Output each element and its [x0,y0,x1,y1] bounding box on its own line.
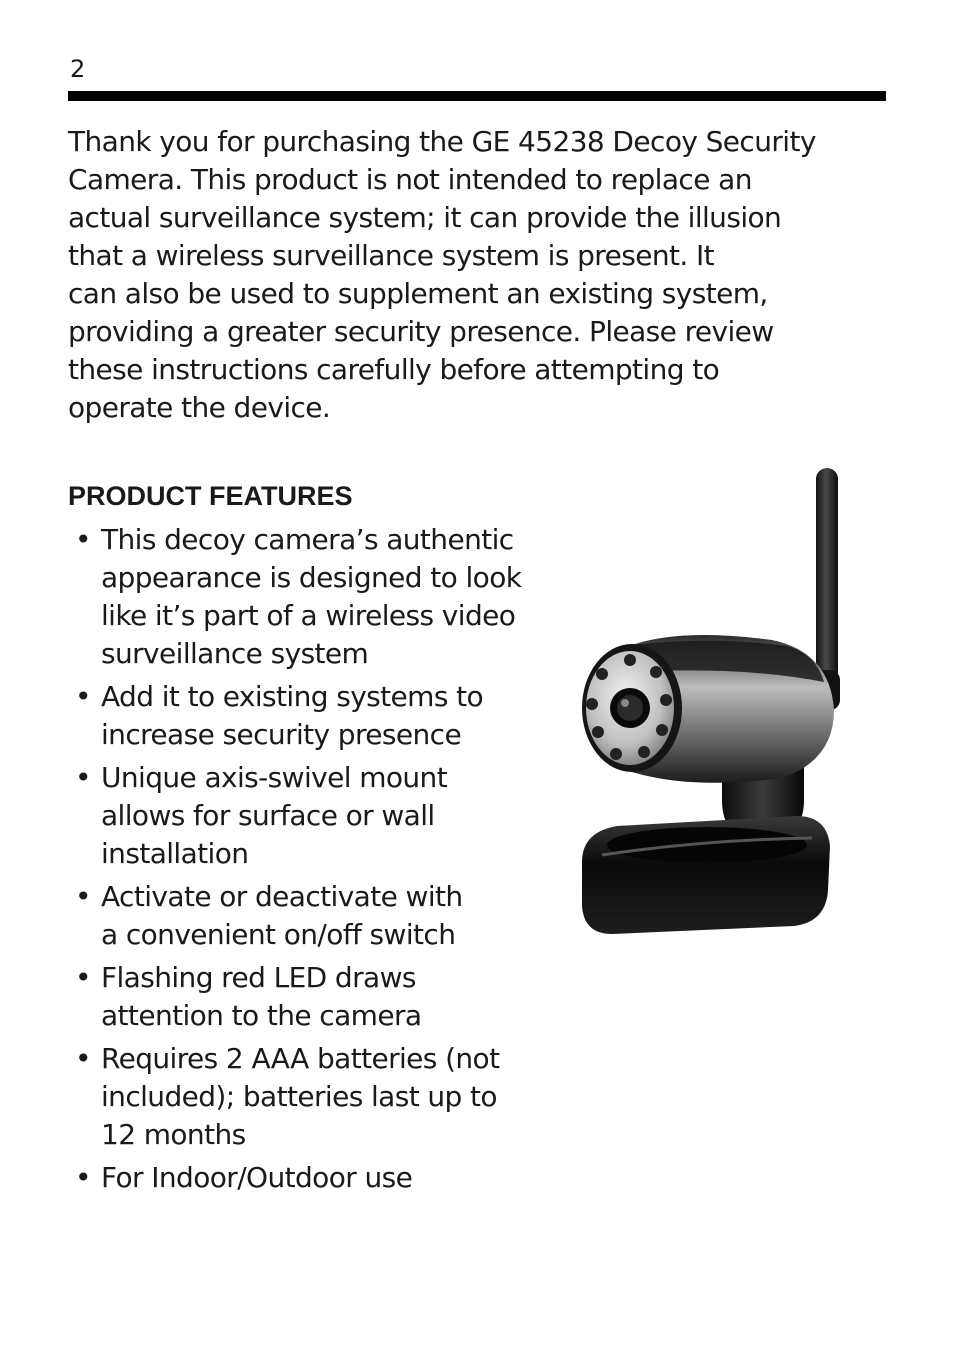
intro-line: can also be used to supplement an existing system, [68,277,768,310]
bullet-icon: • [75,961,91,994]
feature-line: 12 months [101,1118,246,1151]
intro-line: that a wireless surveillance system is present. It [68,239,714,272]
bullet-icon: • [75,880,91,913]
intro-line: actual surveillance system; it can provide the illusion [68,201,782,234]
intro-paragraph [68,123,878,427]
intro-line: operate the device. [68,391,331,424]
header-rule [68,91,886,101]
bullet-icon: • [75,761,91,794]
feature-item [68,759,568,873]
feature-item [68,521,568,673]
feature-line: appearance is designed to look [101,561,522,594]
feature-line: allows for surface or wall [101,799,435,832]
camera-base [582,816,830,934]
feature-item [68,1040,568,1154]
feature-line: a convenient on/off switch [101,918,456,951]
intro-line: Camera. This product is not intended to replace an [68,163,752,196]
features-heading: PRODUCT FEATURES [68,481,353,511]
feature-item [68,959,568,1035]
feature-line: installation [101,837,249,870]
feature-item [68,678,568,754]
feature-line: included); batteries last up to [101,1080,497,1113]
feature-line: Add it to existing systems to [101,680,484,713]
bullet-icon: • [75,1161,91,1194]
feature-line: surveillance system [101,637,369,670]
decoy-camera-image [572,460,842,940]
feature-line: like it’s part of a wireless video [101,599,516,632]
page-number: 2 [70,55,86,83]
intro-line: these instructions carefully before attempting to [68,353,720,386]
feature-line: increase security presence [101,718,462,751]
features-list [68,521,568,1202]
bullet-icon: • [75,680,91,713]
feature-line: Flashing red LED draws [101,961,416,994]
feature-item [68,878,568,954]
feature-line: Unique axis-swivel mount [101,761,448,794]
feature-line: attention to the camera [101,999,422,1032]
feature-line: For Indoor/Outdoor use [101,1161,413,1194]
intro-line: providing a greater security presence. Please review [68,315,774,348]
feature-line: This decoy camera’s authentic [101,523,514,556]
bullet-icon: • [75,523,91,556]
feature-line: Activate or deactivate with [101,880,463,913]
feature-item [68,1159,568,1197]
intro-line: Thank you for purchasing the GE 45238 Decoy Security [68,125,816,158]
bullet-icon: • [75,1042,91,1075]
camera-lens-face [582,644,682,772]
feature-line: Requires 2 AAA batteries (not [101,1042,500,1075]
